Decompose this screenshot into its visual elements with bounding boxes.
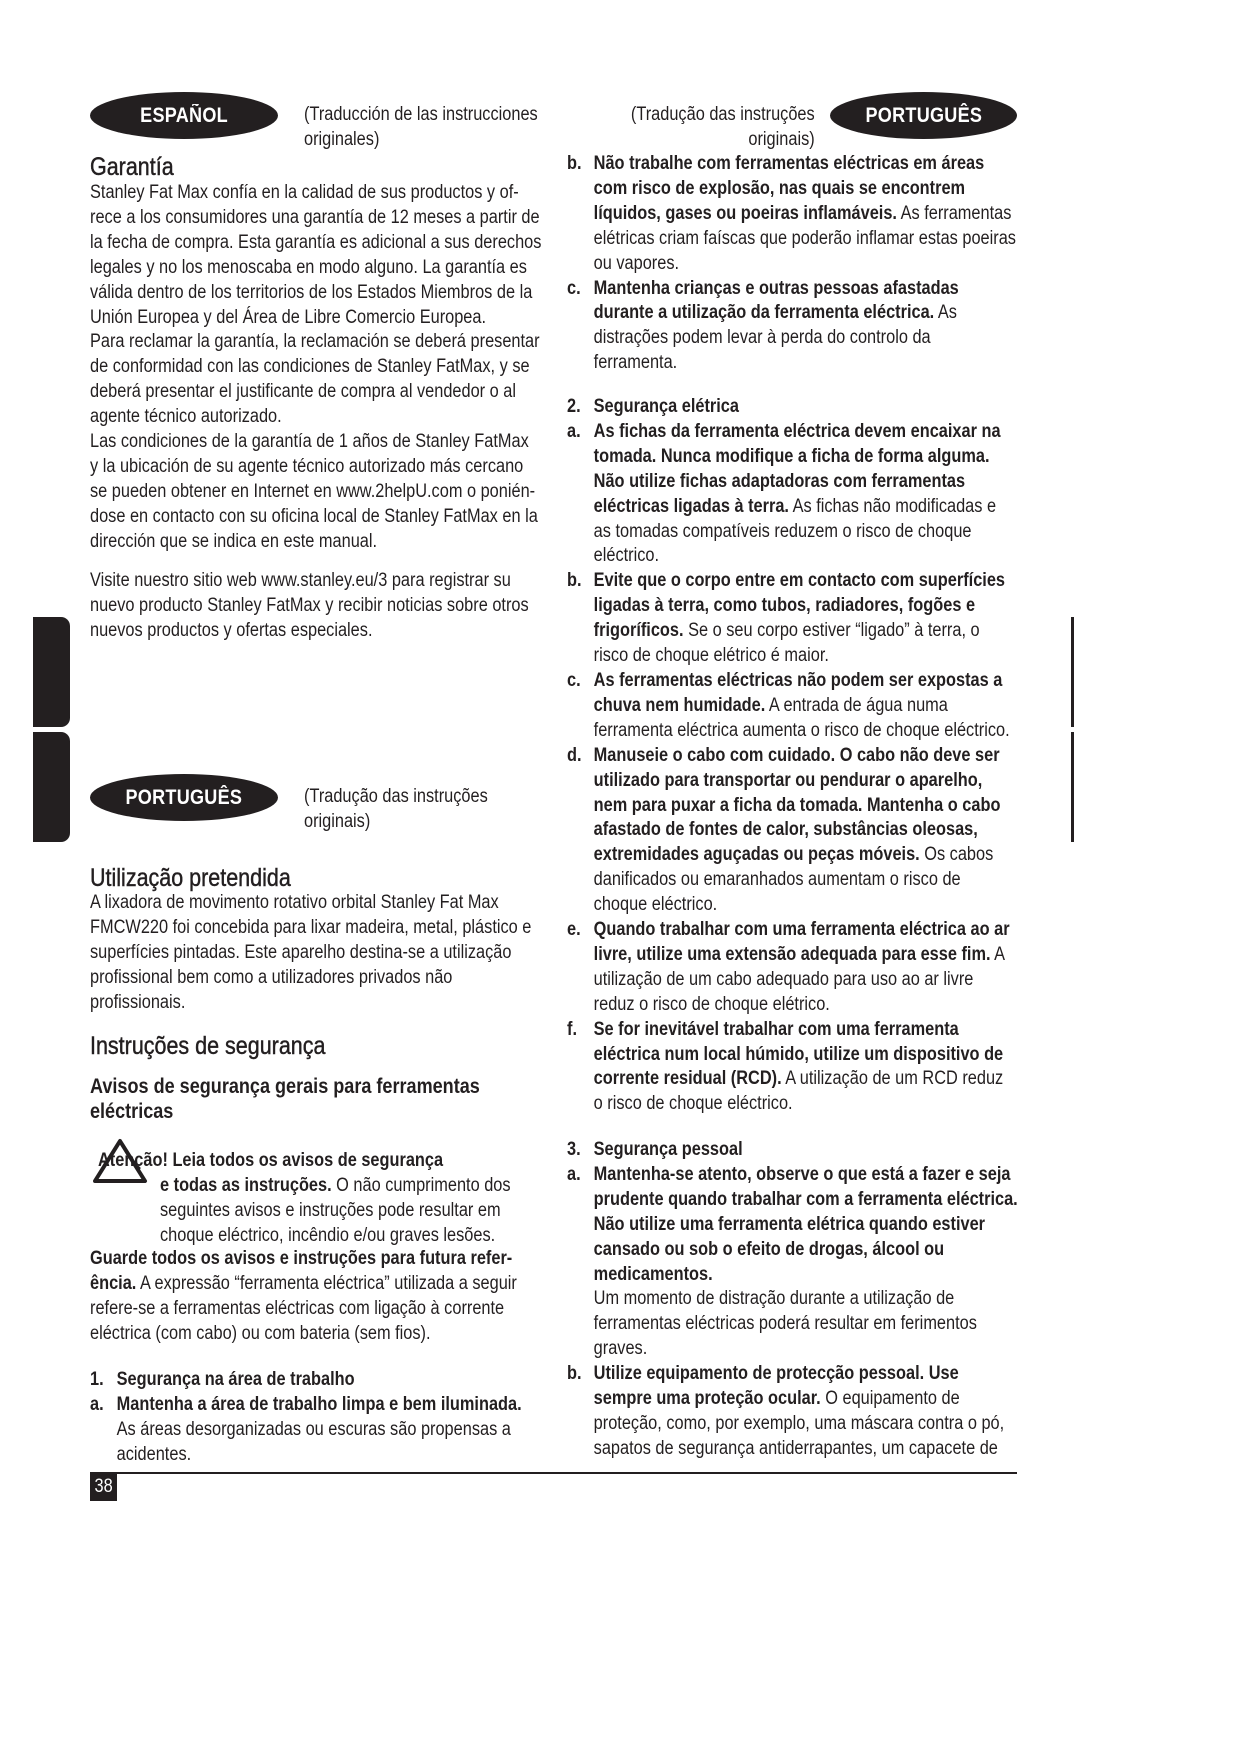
item-text — [594, 1018, 1004, 1118]
translation-note-pt-right: (Tradução das instruções originais) — [631, 104, 815, 150]
item-bold-text: Se for inevitável trabalhar com uma ferramenta eléctrica num local húmido, utilize um dispositivo de corrente residual (RCD). — [593, 1018, 1004, 1090]
item-label: e. — [567, 919, 581, 941]
item-bold-text: As ferramentas eléctricas não podem ser expostas a chuva nem humidade. — [593, 669, 1003, 716]
language-badge-es — [90, 92, 278, 139]
item-regular-text: Se o seu corpo estiver “ligado” à terra, o risco de choque elétrico é maior. — [593, 620, 980, 667]
item-regular-text: As fichas não modificadas e as tomadas compatíveis reduzem o risco de choque eléctrico. — [593, 495, 997, 567]
item-regular-text: A utilização de um cabo adequado para uso ao ar livre reduz o risco de choque elétrico. — [593, 943, 1006, 1015]
item-label: b. — [567, 570, 582, 592]
item-text — [117, 1393, 522, 1468]
list-item — [567, 744, 1010, 918]
footer-rule — [90, 1472, 1017, 1474]
section-heading — [567, 1138, 1018, 1163]
section-number: 2. — [567, 396, 581, 417]
item-text — [594, 1362, 1005, 1462]
item-regular-text: As áreas desorganizadas ou escuras são propensas a acidentes. — [116, 1418, 511, 1465]
item-text — [594, 420, 1001, 569]
warning-regular-text: O não cumprimento dos seguintes avisos e instruções pode resultar em choque eléctrico, incêndio e/ou graves lesões. — [160, 1175, 511, 1246]
list-item — [567, 1018, 1010, 1118]
section-title: Segurança na área de trabalho — [116, 1369, 355, 1390]
item-label: f. — [567, 1018, 577, 1040]
section-heading — [90, 1368, 522, 1393]
language-badge-label: PORTUGUÊS — [865, 103, 982, 127]
page-number: 38 — [94, 1476, 113, 1497]
keep-bold-text: Guarde todos os avisos e instruções para futura refer- ência. — [90, 1248, 513, 1294]
item-text — [594, 669, 1010, 744]
item-text — [594, 918, 1010, 1018]
edge-index-mark — [1071, 617, 1074, 727]
list-item — [567, 1163, 1018, 1362]
warning-bold-text: e todas as instruções. — [160, 1175, 332, 1196]
item-label: c. — [567, 277, 581, 299]
language-badge-pt — [90, 774, 278, 821]
item-text — [594, 744, 1001, 918]
item-bold-text: Mantenha a área de trabalho limpa e bem iluminada. — [116, 1393, 522, 1415]
item-regular-text: A entrada de água numa ferramenta eléctrica aumenta o risco de choque eléctrico. — [593, 694, 1010, 741]
registration-paragraph: Visite nuestro sitio web www.stanley.eu/3 para registrar su nuevo producto Stanley FatMax y recibir noticias sobre otros nuevos productos y ofertas especiales. — [90, 570, 529, 641]
section-number: 3. — [567, 1139, 581, 1160]
intended-use-paragraph: A lixadora de movimento rotativo orbital Stanley Fat Max FMCW220 foi concebida para lixar madeira, metal, plástico e superfícies pintadas. Este aparelho destina-se a utilização profissional bem como a utilizadores privados não profissionais. — [90, 892, 532, 1013]
item-bold-text: Quando trabalhar com uma ferramenta eléctrica ao ar livre, utilize uma extensão adequada para esse fim. — [593, 919, 1010, 965]
item-label: b. — [567, 1363, 582, 1385]
list-item — [567, 1362, 1018, 1462]
language-badge-label: PORTUGUÊS — [125, 785, 243, 809]
item-label: a. — [90, 1393, 104, 1415]
item-label: d. — [567, 744, 582, 766]
item-label: c. — [567, 669, 581, 691]
personal-safety-section — [567, 1138, 1018, 1462]
list-item — [567, 569, 1010, 669]
item-text — [594, 569, 1005, 669]
safety-subheading: Avisos de segurança gerais para ferramentas eléctricas — [90, 1075, 480, 1123]
item-bold-text: Mantenha-se atento, observe o que está a fazer e seja prudente quando trabalhar com a ferramenta eléctrica. Não utilize uma ferramenta elétrica quando estiver cansado ou sob o efeito de drogas, álcool ou medicamentos. — [593, 1163, 1018, 1285]
section-number: 1. — [90, 1369, 104, 1390]
thumb-index-tab — [33, 617, 70, 727]
item-regular-text: A utilização de um RCD reduz o risco de choque eléctrico. — [593, 1068, 1004, 1115]
thumb-index-tab — [33, 732, 70, 842]
item-text — [594, 1163, 1018, 1362]
list-item — [567, 669, 1010, 744]
item-bold-text: Utilize equipamento de protecção pessoal. Use sempre uma proteção ocular. — [593, 1363, 959, 1410]
list-item — [567, 152, 1016, 277]
list-item — [567, 277, 1016, 377]
item-bold-text: Evite que o corpo entre em contacto com superfícies ligadas à terra, como tubos, radiadores, fogões e frigoríficos. — [593, 570, 1005, 642]
section-title: Segurança elétrica — [593, 396, 739, 417]
edge-index-mark — [1071, 732, 1074, 842]
item-bold-text: As fichas da ferramenta eléctrica devem encaixar na tomada. Nunca modifique a ficha de forma alguma. Não utilize fichas adaptadoras com ferramentas eléctricas ligadas à terra. — [593, 420, 1001, 517]
keep-instructions-paragraph — [90, 1247, 517, 1347]
warning-icon — [92, 1137, 148, 1184]
keep-regular-text: A expressão “ferramenta eléctrica” utilizada a seguir refere-se a ferramentas eléctricas com ligação à corrente eléctrica (com cabo) ou com bateria (sem fios). — [90, 1272, 517, 1344]
item-regular-text: Os cabos danificados ou emaranhados aumentam o risco de choque eléctrico. — [593, 844, 994, 916]
work-area-safety-continued — [567, 152, 1016, 376]
item-text — [594, 277, 959, 377]
section-title: Segurança pessoal — [593, 1139, 743, 1160]
item-bold-text: Mantenha crianças e outras pessoas afastadas durante a utilização da ferramenta eléctrica. — [593, 277, 959, 324]
section-heading — [567, 395, 1010, 420]
safety-heading: Instruções de segurança — [90, 1032, 326, 1060]
list-item — [90, 1393, 522, 1468]
item-label: b. — [567, 153, 582, 174]
list-item — [567, 918, 1010, 1018]
item-label: a. — [567, 420, 581, 442]
page-number-box — [90, 1473, 117, 1501]
list-item — [567, 420, 1010, 569]
item-regular-text: As ferramentas elétricas criam faíscas que poderão inflamar estas poeiras ou vapores. — [593, 202, 1016, 274]
item-bold-text: Manuseie o cabo com cuidado. O cabo não deve ser utilizado para transportar ou pendurar o aparelho, nem para puxar a ficha da tomada. Mantenha o cabo afastado de fontes de calor, substâncias oleosas, extremidades aguçadas ou peças móveis. — [593, 744, 1001, 866]
item-regular-text: As distrações podem levar à perda do controlo da ferramenta. — [593, 302, 957, 374]
electrical-safety-section — [567, 395, 1010, 1117]
item-bold-text: Não trabalhe com ferramentas eléctricas em áreas com risco de explosão, nas quais se encontrem líquidos, gases ou poeiras inflamáveis. — [593, 153, 985, 224]
item-regular-text: Um momento de distração durante a utilização de ferramentas eléctricas poderá resultar em ferimentos graves. — [593, 1288, 977, 1360]
language-badge-pt-right — [830, 92, 1017, 139]
work-area-safety-section — [90, 1368, 522, 1468]
translation-note-es: (Traducción de las instrucciones originales) — [304, 104, 538, 150]
warranty-heading: Garantía — [90, 153, 174, 181]
warranty-paragraph: Stanley Fat Max confía en la calidad de sus productos y of- rece a los consumidores una garantía de 12 meses a partir de la fecha de compra. Esta garantía es adicional a sus derechos legales y no los menoscaba en modo alguno. La garantía es válida dentro de los territorios de los Estados Miembros de la Unión Europea y del Área de Libre Comercio Europea. Para reclamar la garantía, la reclamación se deberá presentar de conformidad con las condiciones de Stanley FatMax, y se deberá presentar el justificante de compra al vendedor o al agente técnico autorizado. Las condiciones de la garantía de 1 años de Stanley FatMax y la ubicación de su agente técnico autorizado más cercano se pueden obtener en Internet en www.2helpU.com o ponién- dose en contacto con su oficina local de Stanley FatMax en la dirección que se indica en este manual. — [90, 182, 542, 552]
item-regular-text: O equipamento de proteção, como, por exemplo, uma máscara contra o pó, sapatos de segurança antiderrapantes, um capacete de — [593, 1388, 1005, 1459]
warning-lead-text: Atenção! Leia todos os avisos de segurança — [98, 1150, 444, 1171]
language-badge-label: ESPAÑOL — [140, 103, 228, 127]
item-label: a. — [567, 1163, 581, 1185]
intended-use-heading: Utilização pretendida — [90, 864, 291, 892]
item-text — [594, 152, 1016, 277]
warning-text — [160, 1174, 511, 1249]
translation-note-pt: (Tradução das instruções originais) — [304, 786, 488, 832]
